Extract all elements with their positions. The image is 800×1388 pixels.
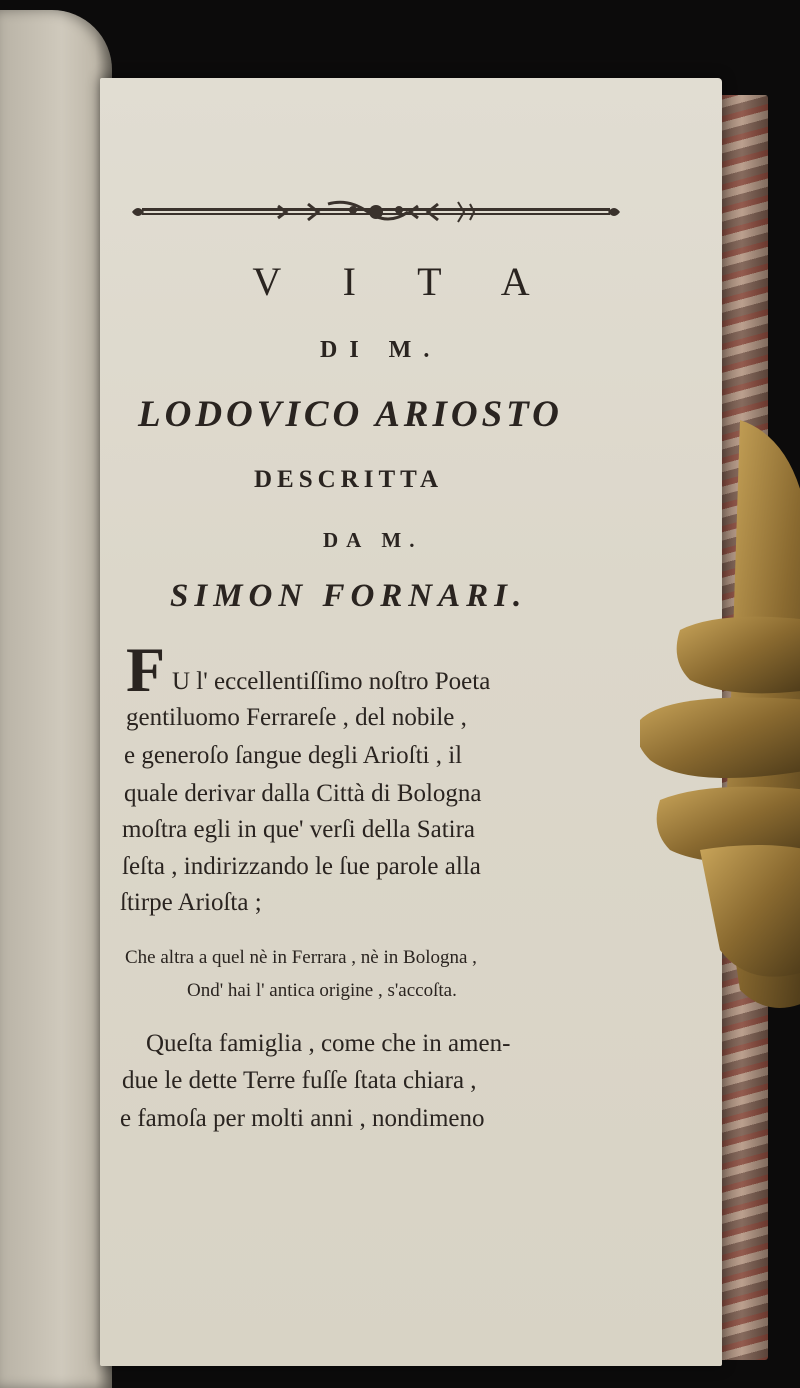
title-descritta: DESCRITTA	[254, 466, 444, 493]
body-line-8: Queſta famiglia , come che in amen-	[146, 1030, 511, 1057]
body-line-6: ſeſta , indirizzando le ſue parole alla	[122, 853, 481, 880]
body-line-4: quale derivar dalla Città di Bologna	[124, 780, 482, 807]
body-line-9: due le dette Terre fuſſe ſtata chiara ,	[122, 1067, 477, 1094]
title-da-m: DA M.	[323, 528, 423, 552]
body-line-10: e famoſa per molti anni , nondimeno	[120, 1105, 485, 1132]
ornament-rule-icon	[128, 198, 624, 226]
body-line-3: e generoſo ſangue degli Arioſti , il	[124, 742, 463, 769]
title-vita: V I T A	[252, 259, 556, 304]
verse-line-1: Che altra a quel nè in Ferrara , nè in Bologna ,	[125, 947, 477, 968]
title-simon-fornari: SIMON FORNARI.	[170, 578, 528, 614]
body-line-5: moſtra egli in que' verſi della Satira	[122, 816, 476, 843]
title-di-m: DI M.	[320, 337, 442, 363]
drop-cap: F	[126, 634, 166, 705]
body-line-2: gentiluomo Ferrareſe , del nobile ,	[126, 704, 467, 731]
brass-hand-bookmark-icon	[640, 420, 800, 1020]
body-line-7: ſtirpe Arioſta ;	[120, 889, 262, 916]
verse-line-2: Ond' hai l' antica origine , s'accoſta.	[187, 980, 457, 1001]
body-line-1: U l' eccellentiſſimo noſtro Poeta	[172, 668, 491, 695]
left-facing-page	[0, 10, 112, 1388]
title-lodovico-ariosto: LODOVICO ARIOSTO	[138, 394, 563, 435]
